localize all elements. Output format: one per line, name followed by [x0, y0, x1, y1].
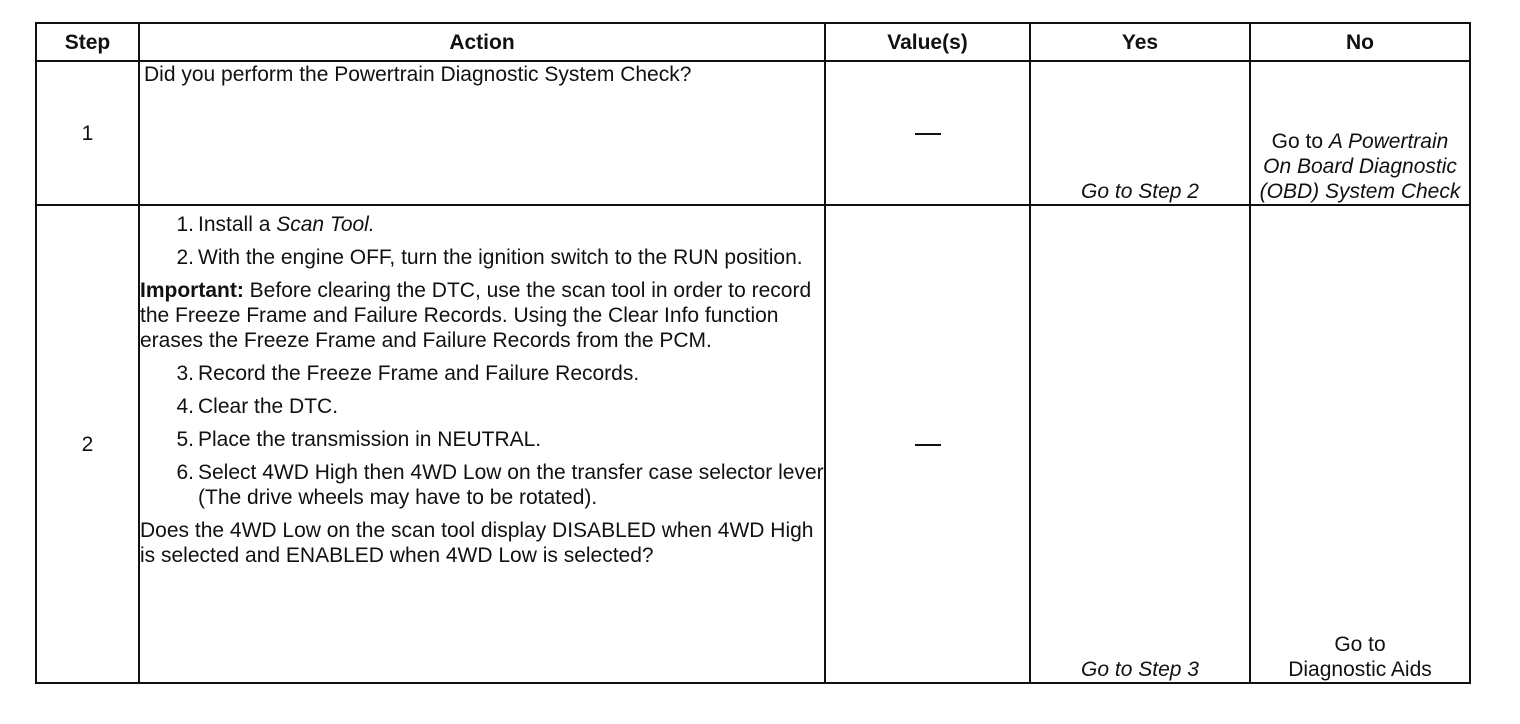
- list-item: [140, 212, 824, 237]
- substep-number: 2.: [176, 246, 194, 269]
- important-label: Important:: [140, 279, 244, 302]
- yes-link[interactable]: Go to Step 3: [1030, 205, 1250, 683]
- no-prefix: Go to: [1334, 633, 1386, 656]
- yes-link[interactable]: Go to Step 2: [1030, 61, 1250, 205]
- substep-text: Place the transmission in NEUTRAL.: [198, 428, 542, 451]
- list-item: [140, 427, 824, 452]
- list-item: [140, 361, 824, 386]
- substep-number: 5.: [176, 428, 194, 451]
- substep-text: Select 4WD High then 4WD Low on the transfer case selector lever (The drive wheels may have to be rotated).: [198, 461, 824, 509]
- value-cell: [825, 205, 1030, 683]
- list-item: [140, 460, 824, 510]
- header-row: [36, 23, 1470, 61]
- substep-number: 4.: [176, 395, 194, 418]
- substep-text: Clear the DTC.: [198, 395, 339, 418]
- substep-number: 6.: [176, 461, 194, 484]
- important-text: Before clearing the DTC, use the scan tool in order to record the Freeze Frame and Failure Records. Using the Clear Info function erases the Freeze Frame and Failure Records from the PCM.: [140, 279, 812, 352]
- value-dash: [915, 444, 941, 446]
- no-prefix: Go to: [1271, 130, 1324, 153]
- list-item: [140, 394, 824, 419]
- no-link[interactable]: A Powertrain On Board Diagnostic (OBD) System Check: [1259, 130, 1461, 203]
- action-question: Did you perform the Powertrain Diagnostic System Check?: [144, 63, 692, 86]
- value-dash: [915, 133, 941, 135]
- diagnostic-table: [35, 22, 1471, 684]
- substep-text: Record the Freeze Frame and Failure Records.: [198, 362, 640, 385]
- substep-number: 1.: [176, 213, 194, 236]
- list-item: [140, 245, 824, 270]
- table-row: [36, 205, 1470, 683]
- header-action: Action: [139, 23, 825, 61]
- substep-list: [140, 212, 824, 270]
- substep-text: With the engine OFF, turn the ignition switch to the RUN position.: [198, 246, 803, 269]
- step-number: 2: [36, 205, 139, 683]
- action-question: Does the 4WD Low on the scan tool display DISABLED when 4WD High is selected and ENABLED when 4WD Low is selected?: [140, 519, 814, 567]
- substep-number: 3.: [176, 362, 194, 385]
- substep-list: [140, 361, 824, 510]
- header-yes: Yes: [1030, 23, 1250, 61]
- no-cell: [1250, 61, 1470, 205]
- value-cell: [825, 61, 1030, 205]
- important-note: [140, 278, 824, 353]
- header-step: Step: [36, 23, 139, 61]
- action-cell: [139, 61, 825, 205]
- no-cell: [1250, 205, 1470, 683]
- action-cell: [139, 205, 825, 683]
- step-number: 1: [36, 61, 139, 205]
- substep-text: Install a: [198, 213, 271, 236]
- no-link[interactable]: Diagnostic Aids: [1288, 658, 1432, 681]
- header-no: No: [1250, 23, 1470, 61]
- table-row: [36, 61, 1470, 205]
- header-values: Value(s): [825, 23, 1030, 61]
- scan-tool-link[interactable]: Scan Tool.: [276, 213, 375, 236]
